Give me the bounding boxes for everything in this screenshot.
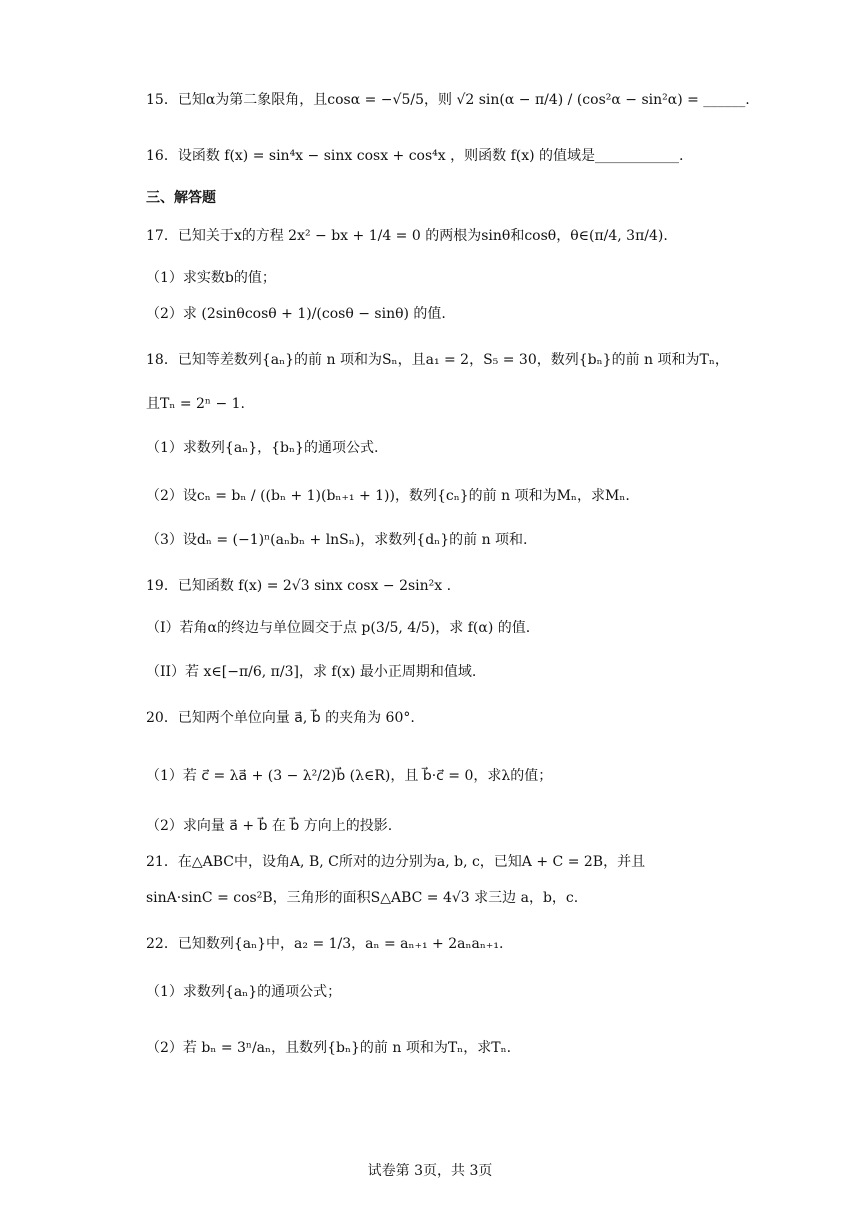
problem-18: 18．已知等差数列{aₙ}的前 n 项和为Sₙ，且a₁ = 2，S₅ = 30，数列{bₙ}的前 n 项和为Tₙ， (146, 352, 729, 368)
problem-17-part-1: （1）求实数b的值； (146, 270, 276, 286)
problem-15: 15．已知α为第二象限角，且cosα = −√5/5，则 √2 sin(α − π/4) / (cos²α − sin²α) = ______. (146, 92, 750, 108)
problem-19: 19．已知函数 f(x) = 2√3 sinx cosx − 2sin²x . (146, 578, 452, 594)
problem-22-part-1: （1）求数列{aₙ}的通项公式； (146, 984, 342, 1000)
problem-19-part-1: （I）若角α的终边与单位圆交于点 p(3/5, 4/5)，求 f(α) 的值. (146, 620, 531, 636)
problem-22-part-2: （2）若 bₙ = 3ⁿ/aₙ，且数列{bₙ}的前 n 项和为Tₙ，求Tₙ. (146, 1040, 512, 1056)
problem-17-part-2: （2）求 (2sinθcosθ + 1)/(cosθ − sinθ) 的值. (146, 306, 446, 322)
problem-20: 20．已知两个单位向量 a⃗, b⃗ 的夹角为 60°. (146, 710, 415, 726)
problem-18-part-1: （1）求数列{aₙ}，{bₙ}的通项公式. (146, 440, 379, 456)
section-heading: 三、解答题 (146, 190, 216, 206)
problem-22: 22．已知数列{aₙ}中，a₂ = 1/3，aₙ = aₙ₊₁ + 2aₙaₙ₊₁. (146, 936, 504, 952)
problem-20-part-2: （2）求向量 a⃗ + b⃗ 在 b⃗ 方向上的投影. (146, 818, 393, 834)
problem-20-part-1: （1）若 c⃗ = λa⃗ + (3 − λ²/2)b⃗ (λ∈R)，且 b⃗·c⃗ = 0，求λ的值； (146, 768, 553, 784)
problem-21-cont: sinA·sinC = cos²B，三角形的面积S△ABC = 4√3 求三边 a，b，c. (146, 890, 579, 906)
problem-18-part-3: （3）设dₙ = (−1)ⁿ(aₙbₙ + lnSₙ)，求数列{dₙ}的前 n 项和. (146, 532, 528, 548)
problem-18-cont: 且Tₙ = 2ⁿ − 1. (146, 396, 245, 412)
problem-18-part-2: （2）设cₙ = bₙ / ((bₙ + 1)(bₙ₊₁ + 1))，数列{cₙ}的前 n 项和为Mₙ，求Mₙ. (146, 488, 630, 504)
problem-16: 16．设函数 f(x) = sin⁴x − sinx cosx + cos⁴x ，则函数 f(x) 的值域是____________. (146, 148, 684, 164)
problem-19-part-2: （II）若 x∈[−π/6, π/3]，求 f(x) 最小正周期和值域. (146, 664, 477, 680)
problem-21: 21．在△ABC中，设角A, B, C所对的边分别为a, b, c，已知A + C = 2B，并且 (146, 854, 646, 870)
problem-17: 17．已知关于x的方程 2x² − bx + 1/4 = 0 的两根为sinθ和cosθ，θ∈(π/4, 3π/4). (146, 228, 668, 244)
page-footer: 试卷第 3页，共 3页 (367, 1163, 493, 1179)
